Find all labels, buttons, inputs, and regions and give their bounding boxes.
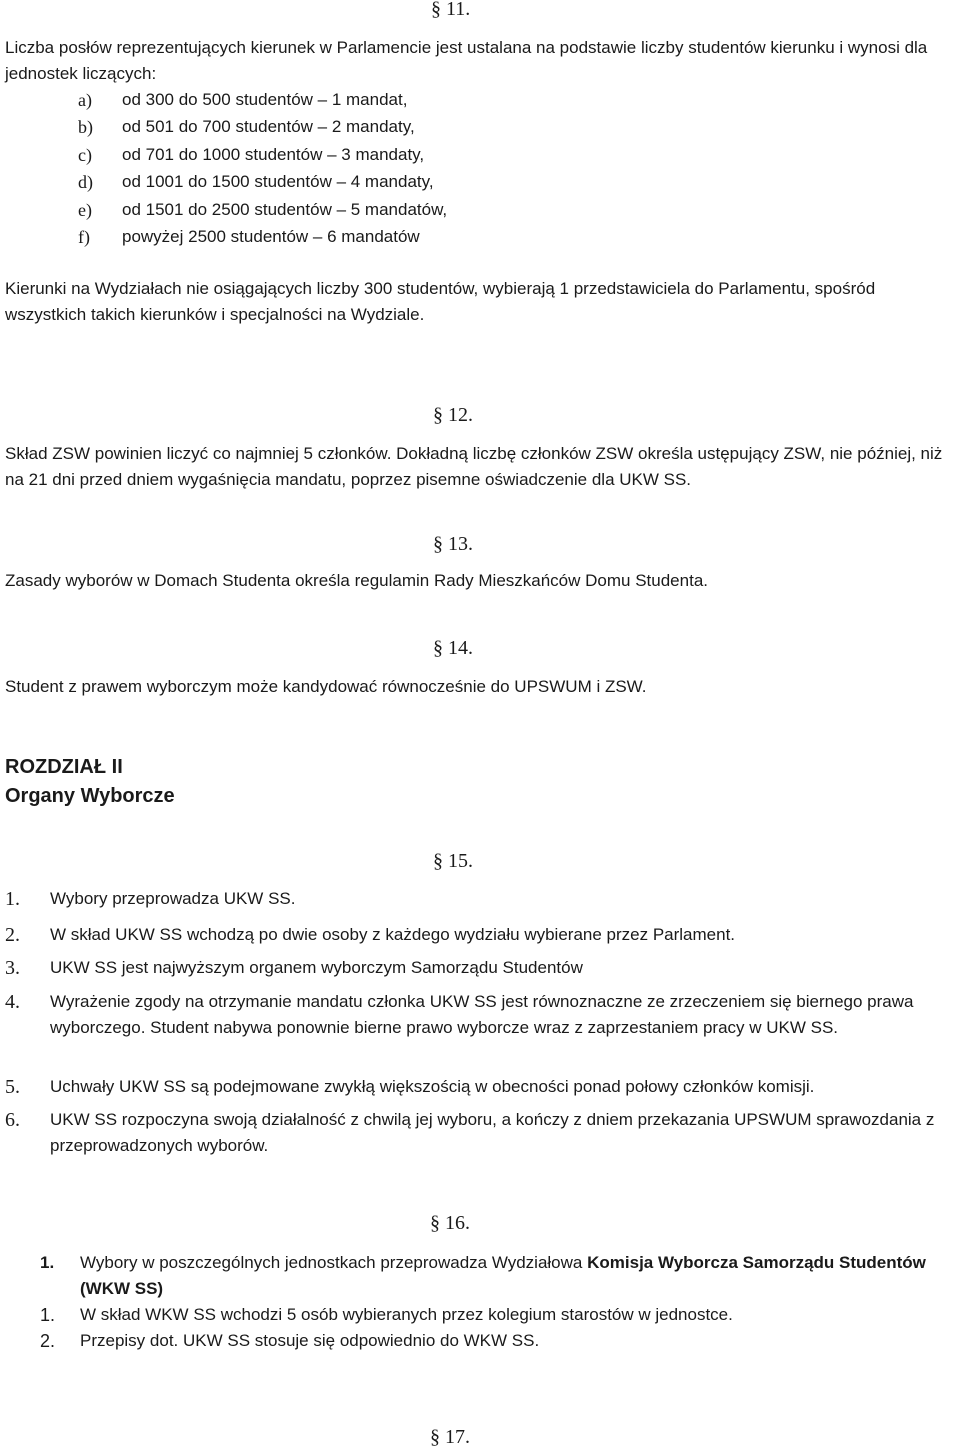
section-12-heading: § 12. <box>433 404 473 426</box>
sklad-zsw-paragraph: Skład ZSW powinien liczyć co najmniej 5 członków. Dokładną liczbę członków ZSW określa ustępujący ZSW, nie później, niż na 21 dni przed dniem wygaśnięcia mandatu, poprzez pisemne oświadczenie dla UKW SS. <box>5 444 943 489</box>
section-16-heading: § 16. <box>430 1212 470 1234</box>
list-item: a) od 300 do 500 studentów – 1 mandat, <box>78 89 408 110</box>
list-item: 2. Przepisy dot. UKW SS stosuje się odpowiednio do WKW SS. <box>40 1331 540 1351</box>
list-item: 3. UKW SS jest najwyższym organem wyborczym Samorządu Studentów <box>5 957 583 979</box>
section-15-heading: § 15. <box>433 850 473 872</box>
kierunki-paragraph: Kierunki na Wydziałach nie osiągających liczby 300 studentów, wybierają 1 przedstawiciela do Parlamentu, spośród wszystkich takich kierunków i specjalności na Wydziale. <box>5 279 876 324</box>
list-item: 1. Wybory przeprowadza UKW SS. <box>5 888 296 910</box>
list-item: c) od 701 do 1000 studentów – 3 mandaty, <box>78 144 425 165</box>
list-item: 1. W skład WKW SS wchodzi 5 osób wybieranych przez kolegium starostów w jednostce. <box>40 1305 733 1325</box>
chapter-title: Organy Wyborcze <box>5 785 175 807</box>
section-13-heading: § 13. <box>433 533 473 555</box>
zasady-paragraph: Zasady wyborów w Domach Studenta określa regulamin Rady Mieszkańców Domu Studenta. <box>5 571 708 590</box>
mandate-quota-list <box>78 86 447 251</box>
intro-paragraph: Liczba posłów reprezentujących kierunek w Parlamencie jest ustalana na podstawie liczby studentów kierunku i wynosi dla jednostek liczących: <box>5 38 928 83</box>
list-item: 4. Wyrażenie zgody na otrzymanie mandatu członka UKW SS jest równoznaczne ze zrzeczeniem się biernego prawa wyborczego. Student nabywa ponownie bierne prawo wyborcze wraz z zaprzestaniem pracy w UKW SS. <box>5 991 914 1037</box>
list-item: f) powyżej 2500 studentów – 6 mandatów <box>78 227 420 248</box>
section-14-heading: § 14. <box>433 637 473 659</box>
student-paragraph: Student z prawem wyborczym może kandydować równocześnie do UPSWUM i ZSW. <box>5 677 647 696</box>
list-item: d) od 1001 do 1500 studentów – 4 mandaty, <box>78 172 434 193</box>
list-item: 2. W skład UKW SS wchodzą po dwie osoby z każdego wydziału wybierane przez Parlament. <box>5 924 736 946</box>
list-item: 6. UKW SS rozpoczyna swoją działalność z chwilą jej wyboru, a kończy z dniem przekazania UPSWUM sprawozdania z przeprowadzonych wyborów. <box>5 1109 935 1155</box>
list-item: b) od 501 do 700 studentów – 2 mandaty, <box>78 117 415 138</box>
chapter-number: ROZDZIAŁ II <box>5 756 123 778</box>
list-item: e) od 1501 do 2500 studentów – 5 mandatów, <box>78 199 448 220</box>
section-11-heading: § 11. <box>431 0 471 20</box>
list-item: 5. Uchwały UKW SS są podejmowane zwykłą większością w obecności ponad połowy członków komisji. <box>5 1076 815 1098</box>
section-17-heading: § 17. <box>430 1426 470 1448</box>
list-item: 1. Wybory w poszczególnych jednostkach przeprowadza Wydziałowa Komisja Wyborcza Samorządu Studentów (WKW SS) <box>40 1253 926 1298</box>
